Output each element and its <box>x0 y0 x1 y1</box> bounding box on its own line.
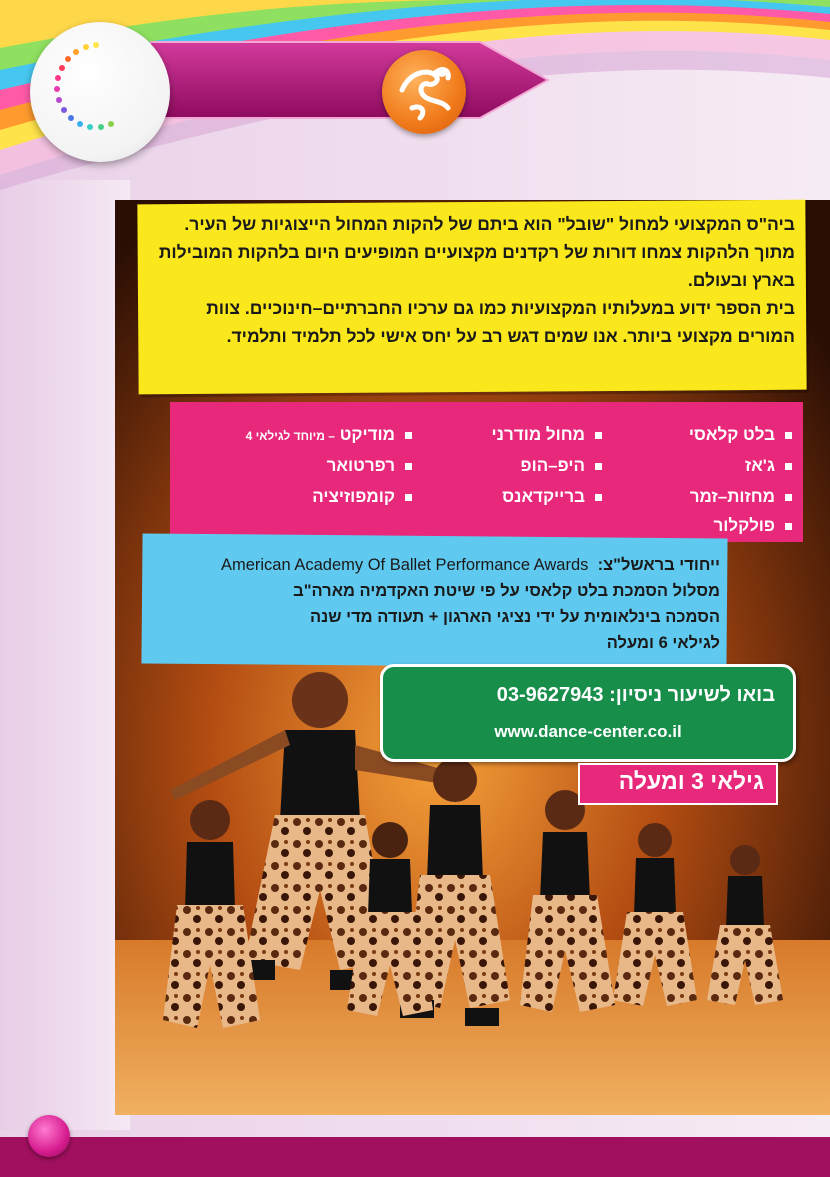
program-name: American Academy Of Ballet Performance Awards <box>220 556 589 574</box>
trial-lesson-phone[interactable]: בואו לשיעור ניסיון: 03-9627943 <box>496 684 775 706</box>
color-dots-ring-icon <box>54 42 114 130</box>
special-program-title <box>150 552 720 578</box>
dancer-logo <box>382 50 466 134</box>
special-line-3: הסמכה בינלאומית על ידי נציגי הארגון + תעודה מדי שנה <box>309 608 720 626</box>
bullet-icon <box>785 432 792 439</box>
bullet-icon <box>405 494 412 501</box>
style-item: מחול מודרני <box>492 425 602 445</box>
bullet-icon <box>595 494 602 501</box>
bullet-icon <box>595 463 602 470</box>
special-lead: ייחודי בראשל"צ: <box>597 556 720 574</box>
bullet-icon <box>785 523 792 530</box>
style-item: מחזות–זמר <box>690 487 792 507</box>
special-program-text <box>150 552 720 656</box>
style-item: היפ–הופ <box>520 456 602 476</box>
style-item: ג'אז <box>745 456 792 476</box>
intro-text <box>155 210 795 350</box>
intro-paragraph-1: ביה"ס המקצועי למחול "שובל" הוא ביתם של להקות המחול הייצוגיות של העיר. מתוך הלהקות צמחו דורות של רקדנים מקצועיים המופיעים היום בלהקות המובילות בארץ ובעולם. <box>158 214 795 290</box>
bullet-icon <box>785 494 792 501</box>
logo-circle <box>30 22 170 162</box>
dancer-icon <box>382 50 466 134</box>
bullet-icon <box>405 463 412 470</box>
contact-panel <box>380 664 796 762</box>
style-item: מודיקט – מיוחד לגילאי 4 <box>246 425 412 445</box>
header-banner <box>150 40 550 120</box>
age-note: – מיוחד לגילאי 4 <box>245 429 335 443</box>
intro-paragraph-2: בית הספר ידוע במעלותיו המקצועיות כמו גם ערכיו החברתיים–חינוכיים. צוות המורים מקצועי ביותר. אנו שמים דגש רב על יחס אישי לכל תלמיד ותלמיד. <box>206 298 795 346</box>
bullet-icon <box>595 432 602 439</box>
style-item: קומפוזיציה <box>312 487 412 507</box>
age-badge-text: גילאי 3 ומעלה <box>618 768 764 794</box>
style-item: פולקלור <box>713 516 792 536</box>
bullet-icon <box>405 432 412 439</box>
dance-styles-panel <box>170 402 803 542</box>
footer-bar <box>0 1137 830 1177</box>
bullet-icon <box>785 463 792 470</box>
special-line-4: לגילאי 6 ומעלה <box>606 634 720 652</box>
page-number-ball-icon <box>28 1115 70 1157</box>
left-decor-strip <box>0 180 130 1130</box>
website-link[interactable]: www.dance-center.co.il <box>494 722 682 741</box>
special-line-2: מסלול הסמכת בלט קלאסי על פי שיטת האקדמיה מארה"ב <box>293 582 720 600</box>
style-item: בלט קלאסי <box>689 425 792 445</box>
style-item: ברייקדאנס <box>502 487 602 507</box>
style-item: רפרטואר <box>327 456 412 476</box>
